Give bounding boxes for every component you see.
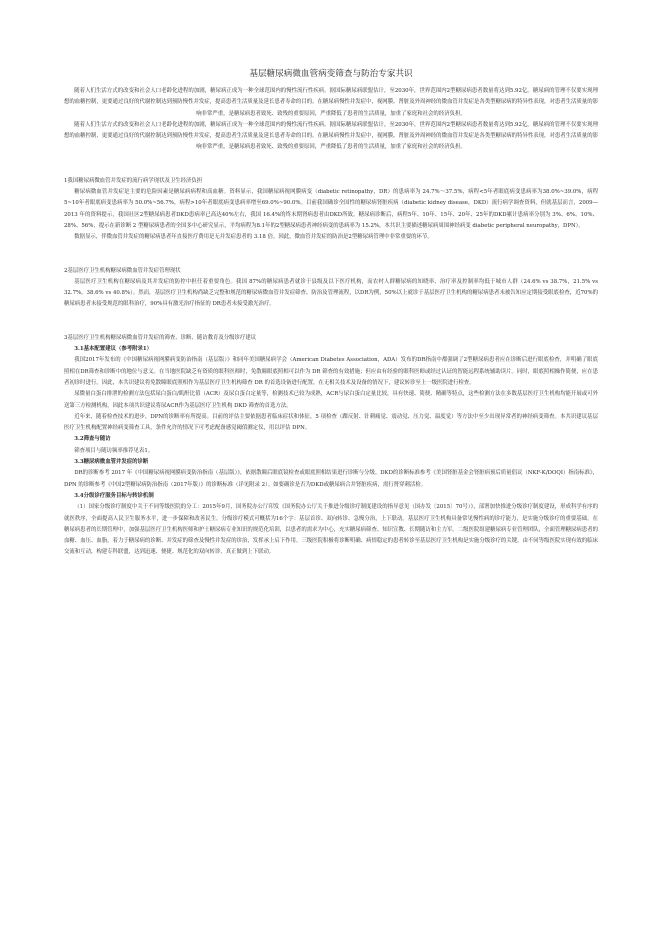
body-paragraph: 近年来，随着检查技术的进步，DPN的诊断率有所提高。目前的评估主要依据患者临床症状和体征，5 项检查（踝反射、针刺痛觉、震动觉、压力觉、温度觉）等方法中至少出现异常者的神经病变筛查。本共识建议基层医疗卫生机构配置神经病变筛查工具，条件允许的情况下可考虑配备感觉阈值测定仪，用以评估 DPN。 <box>64 413 598 432</box>
body-paragraph: 筛查项目与随访频率推荐见表1。 <box>74 447 154 454</box>
body-paragraph: 基层医疗卫生机构在糖尿病及其并发症的防控中担任着重要角色。我国 87%的糖尿病患者就诊于县级及以下医疗机构，而农村人群糖尿病的知晓率、治疗率及控制率均低于城市人群（24.6% vs 38.7%，21.5% vs 32.7%，38.6% vs 40.8%）。然而，基层医疗卫生机构尚缺乏完整和规范的糖尿病微血管并发症筛查、防治及管理流程，以DR为例，50%以上就诊于基层医疗卫生机构的糖尿病患者未被告知应定期接受眼底检查，近70%的糖尿病患者未接受规范的眼科治疗，90%具有激光治疗指征的 DR患者未接受激光治疗。 <box>64 278 598 308</box>
body-paragraph: 我国2017年发布的《中国糖尿病视网膜病变防治指南（基层版）》和同年美国糖尿病学会（American Diabetes Association，ADA）发布的DR指南中都强调了2型糖尿病患者应在诊断后进行眼底检查，并明确了眼底照相在DR筛查和诊断中的地位与意义。在当地医院缺乏有资质的眼科医师时，免散瞳眼底照相可以作为 DR 筛查的有效措施；但应由有经验的眼科医师或经过认证的智能远程系统辅助读片。同时，眼底照相操作简便，应在患者初诊时进行。因此，本共识建议将免散瞳眼底照相作为基层医疗卫生机构筛查 DR 的首选设备进行配置，在无相关技术及设备的情况下，建议转诊至上一级医院进行检查。 <box>64 357 598 386</box>
section-heading: 2基层医疗卫生机构糖尿病微血管并发症管理现状 <box>64 267 181 274</box>
body-paragraph: DR的诊断参考 2017 年《中国糖尿病视网膜病变防治指南（基层版）》，依据散瞳后眼底镜检查或眼底照相结果进行诊断与分级。DKD的诊断标准参考《美国肾脏基金会肾脏病预后质量倡议（NKF-K/DOQI）指南标准》，DPN 的诊断参考《中国2型糖尿病防治指南（2017年版）》的诊断标准（详见附录 2）。如要确诊是否为DKD或糖尿病合并肾脏疾病，需行肾穿刺活检。 <box>64 470 598 488</box>
section-heading: 3基层医疗卫生机构糖尿病微血管并发症的筛查、诊断、随访教育及分级诊疗建议 <box>64 334 257 341</box>
document-title: 基层糖尿病微血管病变筛查与防治专家共识 <box>249 69 413 79</box>
body-paragraph: 糖尿病微血管并发症是主要的危险因素是糖尿病病程和高血糖。资料显示，我国糖尿病视网膜病变（diabetic retinopathy，DR）的患病率为 24.7%～37.5%，病程<5年者眼底病变患病率为38.0%~39.0%，病程5~10年者眼底病变患病率为 50.0%~56.7%，病程>10年者眼底病变患病率增至69.0%~90.0%。目前我国确诊全国性的糖尿病肾脏疾病（diabetic kidney disease，DKD）流行病学调查资料，但就基层而言，2009—2013 年的资料提示，我国社区2型糖尿病患者DKD患病率已高达40%左右，我国 16.4%的终末期肾病患者由DKD所致。糖尿病诊断后，病程5年、10年、15年、20年、25年的DKD累计患病率分别为 3%、6%、10%、28%、56%，提示在新诊断 2 型糖尿病患者的全国多中心研究显示，平均病程为8.1年的2型糖尿病患者神经病变的患病率为 15.2%。本共识主要描述糖尿病周围神经病变 diabetic peripheral neuropathy，DPN）。 <box>64 189 598 229</box>
subsection-heading: 3.4分级诊疗服务目标与转诊机制 <box>74 492 154 499</box>
body-paragraph: （1）国家分级诊疗制度中关于不同等级医院的分工：2015年9月，国务院办公厅印发《国务院办公厅关于推进分级诊疗制度建设的指导意见（国办发〔2015〕70号）》，部署加快推进分级诊疗制度建设，形成科学有序的就医秩序，全面提高人民卫生服务水平，进一步保障和改善民生。分级诊疗模式可概括为16个字：基层首诊、双向转诊、急慢分治，上下联动。基层医疗卫生机构具备常见慢性病的诊疗能力，是实施分级诊疗的重要基础。在糖尿病患者的长期管理中，加强基层医疗卫生机构医师和护士糖尿病专业知识的规范化培训，以患者的需求为中心，充实糖尿病筛查、知识宣教、长期随访和主力军。二级医院组建糖尿病专业管理团队，全面管理糖尿病患者的血糖、血压、血脂，着力于糖尿病的诊断、并发症的筛查及慢性并发症的诊治，发挥承上启下作用。三级医院积极将诊断明确、病情稳定的患者转诊至基层医疗卫生机构是实施分级诊疗的关键，由不同等级医院实现有效的临床交流和互动，构建专科联盟，达到迅速、便捷、规范化的双向转诊，真正做到上下联动。 <box>64 504 598 556</box>
subsection-heading: 3.3糖尿病微血管并发症的诊断 <box>74 459 149 466</box>
subsection-heading: 3.1基本配置建议（参考附录1） <box>74 346 153 353</box>
section-heading: 1我国糖尿病微血管并发症的流行病学现状及卫生经济负担 <box>64 177 203 184</box>
intro-paragraph: 随着人们生活方式的改变和社会人口老龄化进程的加剧，糖尿病正成为一种全球范围内的慢性流行性疾病。据国际糖尿病联盟估计，至2030年，世界范围内2型糖尿病患者数量将达到5.92亿。糖尿病的管理不仅要实现理想的血糖控制，更要通过良好的代谢控制达到预防慢性并发症，提高患者生活质量及延长患者寿命的目的。在糖尿病慢性并发症中，视网膜、肾脏及外周神经的微血管并发症是各类型糖尿病的特异性表现，对患者生活质量的影响非常严重，是糖尿病患者致死、致残的重要原因，严重降低了患者的生活质量，加重了家庭和社会的经济负担。 <box>64 88 598 117</box>
body-paragraph: 数据显示，伴微血管并发症的糖尿病患者年直接医疗费用是无并发症患者的 3.18 倍。因此，微血管并发症的防治是2型糖尿病管理中非常重要的环节。 <box>74 234 433 241</box>
intro-paragraph: 随着人们生活方式的改变和社会人口老龄化进程的加剧，糖尿病正成为一种全球范围内的慢性流行性疾病。据国际糖尿病联盟估计，至2030年，世界范围内2型糖尿病患者数量将达到5.92亿。糖尿病的管理不仅要实现理想的血糖控制，更要通过良好的代谢控制达到预防慢性并发症，提高患者生活质量及延长患者寿命的目的。在糖尿病慢性并发症中，视网膜、肾脏及外周神经的微血管并发症是各类型糖尿病的特异性表现，对患者生活质量的影响非常严重，是糖尿病患者致死、致残的重要原因，严重降低了患者的生活质量，加重了家庭和社会的经济负担。 <box>64 121 598 151</box>
body-paragraph: 尿微量白蛋白排泄的检测方法包括尿白蛋白/肌酐比值（ACR）及尿白蛋白定量等，检测技术已较为成熟，ACR与尿白蛋白定量比较，具有快速、简便、精确等特点，这些检测方法在多数基层医疗卫生机构均能开展或可外送第三方检测机构，因此本项共识建议将尿ACR作为基层医疗卫生机构 DKD 筛查的首选方法。 <box>64 391 598 409</box>
subsection-heading: 3.2筛查与随访 <box>74 436 111 443</box>
